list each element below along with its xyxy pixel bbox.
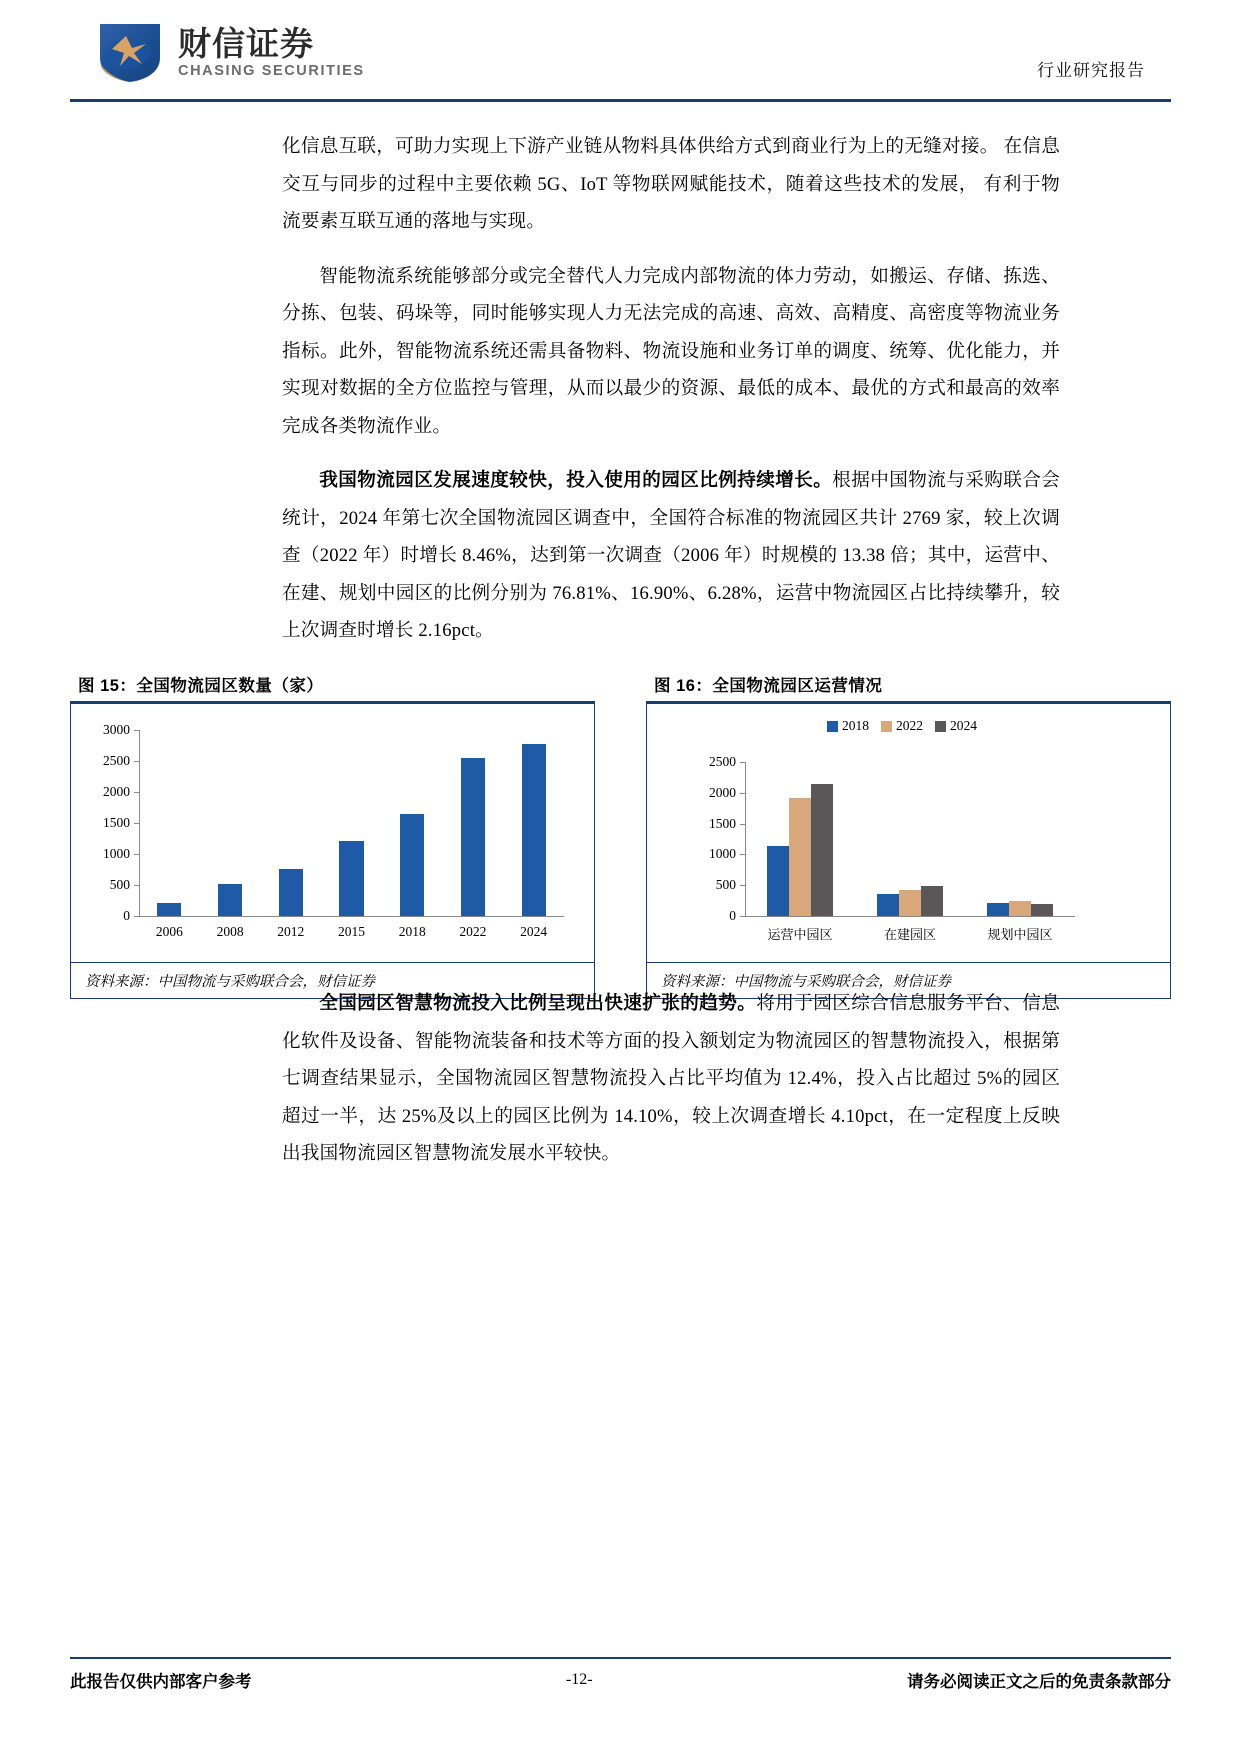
- figure-15-source: 资料来源：中国物流与采购联合会，财信证券: [71, 962, 594, 998]
- legend-item-2024: [935, 718, 977, 734]
- para1-line1: 化信息互联，可助力实现上下游产业链从物料具体供给方式到商业行为上的无缝对接。: [282, 136, 999, 157]
- y-axis-tick-label: 2500: [103, 753, 130, 768]
- y-axis-tickmark: [134, 761, 139, 762]
- paragraph-2: 智能物流系统能够部分或完全替代人力完成内部物流的体力劳动，如搬运、存储、拣选、分拣、包装、码垛等，同时能够实现人力无法完成的高速、高效、高精度、高密度等物流业务指标。此外，智能物流系统还需具备物料、物流设施和业务订单的调度、统筹、优化能力，并实现对数据的全方位监控与管理，从而以最少的资源、最低的成本、最优的方式和最高的效率完成各类物流作业。: [282, 265, 1060, 437]
- footer-divider: [70, 1657, 1171, 1659]
- y-axis-line: [745, 762, 746, 916]
- y-axis-tickmark: [134, 885, 139, 886]
- para3-rest: 根据中国物流与采购联合会统计，2024 年第七次全国物流园区调查中，全国符合标准的物流园区共计 2769 家，较上次调查（2022 年）时增长 8.46%，达到第一次调查（2006 年）时规模的 13.38 倍；其中，运营中、在建、规划中园区的比例分别为 76.81%、16.90%、6.28%，运营中物流园区占比持续攀升，较上次调查时增长 2.16pct。: [282, 470, 1060, 641]
- bar-规划中园区-2024: [1031, 904, 1053, 916]
- y-axis-tickmark: [740, 793, 745, 794]
- x-axis-tick-label: 2008: [216, 924, 244, 939]
- y-axis-tick-label: 0: [123, 908, 130, 923]
- para4-rest: 将用于园区综合信息服务平台、信息化软件及设备、智能物流装备和技术等方面的投入额划定为物流园区的智慧物流投入，根据第七调查结果显示，全国物流园区智慧物流投入占比平均值为 12.4%，投入占比超过 5%的园区超过一半，达 25%及以上的园区比例为 14.10%，较上次调查增长 4.10pct，在一定程度上反映出我国物流园区智慧物流发展水平较快。: [282, 993, 1061, 1164]
- y-axis-line: [139, 730, 140, 916]
- y-axis-tickmark: [740, 885, 745, 886]
- bar-2008: [218, 884, 242, 916]
- y-axis-tick-label: 2000: [103, 784, 130, 799]
- x-axis-tick-label: 运营中园区: [767, 927, 833, 942]
- x-axis-tick-label: 规划中园区: [987, 927, 1053, 942]
- x-axis-tick-label: 在建园区: [883, 927, 937, 942]
- bar-运营中园区-2022: [789, 798, 811, 916]
- para3-lead-bold: 我国物流园区发展速度较快，投入使用的园区比例持续增长。: [319, 470, 833, 491]
- bar-2012: [279, 869, 303, 916]
- footer-right-note: 请务必阅读正文之后的免责条款部分: [907, 1672, 1171, 1691]
- bar-规划中园区-2022: [1009, 901, 1031, 916]
- x-axis-tick-label: 2024: [520, 924, 548, 939]
- figure-16-title: 图 16：全国物流园区运营情况: [654, 677, 883, 695]
- chart-legend: [827, 718, 977, 734]
- chasing-securities-logo-icon: [96, 22, 164, 84]
- footer-left-note: 此报告仅供内部客户参考: [70, 1672, 252, 1691]
- y-axis-tickmark: [740, 762, 745, 763]
- y-axis-tick-label: 500: [715, 877, 736, 893]
- legend-label-2022: 2022: [896, 718, 923, 733]
- logo-chinese-name: 财信证券: [178, 24, 314, 62]
- bar-2015: [339, 841, 363, 916]
- legend-item-2018: [827, 718, 869, 734]
- body-content-bottom: [282, 985, 1060, 1176]
- figure-15: [70, 672, 595, 999]
- y-axis-tickmark: [134, 730, 139, 731]
- paragraph-3: [282, 462, 1060, 650]
- x-axis-tick-label: 2015: [338, 924, 365, 939]
- logo-english-name: CHASING SECURITIES: [178, 63, 365, 80]
- y-axis-tick-label: 1000: [103, 846, 130, 861]
- figure-16-box: [646, 704, 1171, 999]
- x-axis-tick-label: 2022: [459, 924, 487, 939]
- bar-2006: [157, 903, 181, 916]
- company-logo: [96, 22, 365, 84]
- legend-item-2022: [881, 718, 923, 734]
- bar-运营中园区-2024: [811, 784, 833, 916]
- para1-line2: 在信息交互与同步的过程中主要依赖 5G、IoT 等物联网赋能技术，随着这些技术的发展，: [282, 136, 1060, 195]
- y-axis-tick-label: 2000: [709, 784, 736, 800]
- y-axis-tick-label: 1500: [709, 815, 736, 831]
- y-axis-tick-label: 0: [729, 908, 736, 923]
- bar-2018: [400, 814, 424, 916]
- legend-swatch-2022: [881, 721, 892, 732]
- bar-2024: [522, 744, 546, 916]
- y-axis-tickmark: [134, 823, 139, 824]
- page-number: -12-: [565, 1671, 593, 1688]
- y-axis-tickmark: [740, 854, 745, 855]
- report-type-label: 行业研究报告: [1037, 61, 1145, 80]
- y-axis-tickmark: [134, 792, 139, 793]
- bar-规划中园区-2018: [987, 903, 1009, 916]
- figure-15-chart: [71, 704, 594, 962]
- figure-16: [646, 672, 1171, 999]
- legend-swatch-2024: [935, 721, 946, 732]
- figure-16-source: 资料来源：中国物流与采购联合会，财信证券: [647, 962, 1170, 998]
- bar-在建园区-2024: [921, 886, 943, 916]
- y-axis-tick-label: 3000: [103, 722, 130, 737]
- x-axis-tick-label: 2012: [277, 924, 305, 939]
- y-axis-tickmark: [740, 916, 745, 917]
- header-divider: [70, 99, 1171, 102]
- bar-在建园区-2018: [877, 894, 899, 916]
- legend-swatch-2018: [827, 721, 838, 732]
- paragraph-gap: [282, 244, 1060, 258]
- bar-运营中园区-2018: [767, 846, 789, 916]
- logo-text: [178, 24, 365, 80]
- y-axis-tickmark: [134, 854, 139, 855]
- y-axis-tick-label: 1500: [103, 815, 130, 830]
- legend-label-2018: 2018: [842, 718, 869, 733]
- figure-16-chart: [647, 704, 1170, 962]
- y-axis-tick-label: 500: [109, 877, 130, 892]
- paragraph-gap-2: [282, 448, 1060, 462]
- x-axis-line: [745, 916, 1075, 917]
- x-axis-tick-label: 2006: [155, 924, 183, 939]
- paragraph-1: [282, 128, 1060, 241]
- page-header: [0, 0, 1241, 100]
- bar-在建园区-2022: [899, 890, 921, 916]
- x-axis-tick-label: 2018: [398, 924, 426, 939]
- figure-15-box: [70, 704, 595, 999]
- para1-line3: 有利于物流要素互联互通的落地与实现。: [282, 173, 1060, 232]
- body-content-top: [282, 128, 1060, 653]
- y-axis-tick-label: 1000: [709, 846, 736, 862]
- x-axis-line: [139, 916, 564, 917]
- y-axis-tickmark: [134, 916, 139, 917]
- para4-lead-bold: 全国园区智慧物流投入比例呈现出快速扩张的趋势。: [319, 993, 757, 1014]
- y-axis-tickmark: [740, 824, 745, 825]
- bar-2022: [461, 758, 485, 916]
- paragraph-4: [282, 985, 1060, 1173]
- figure-15-title: 图 15：全国物流园区数量（家）: [78, 677, 324, 695]
- page-footer: [70, 1668, 1171, 1692]
- legend-label-2024: 2024: [950, 718, 977, 733]
- y-axis-tick-label: 2500: [709, 754, 736, 769]
